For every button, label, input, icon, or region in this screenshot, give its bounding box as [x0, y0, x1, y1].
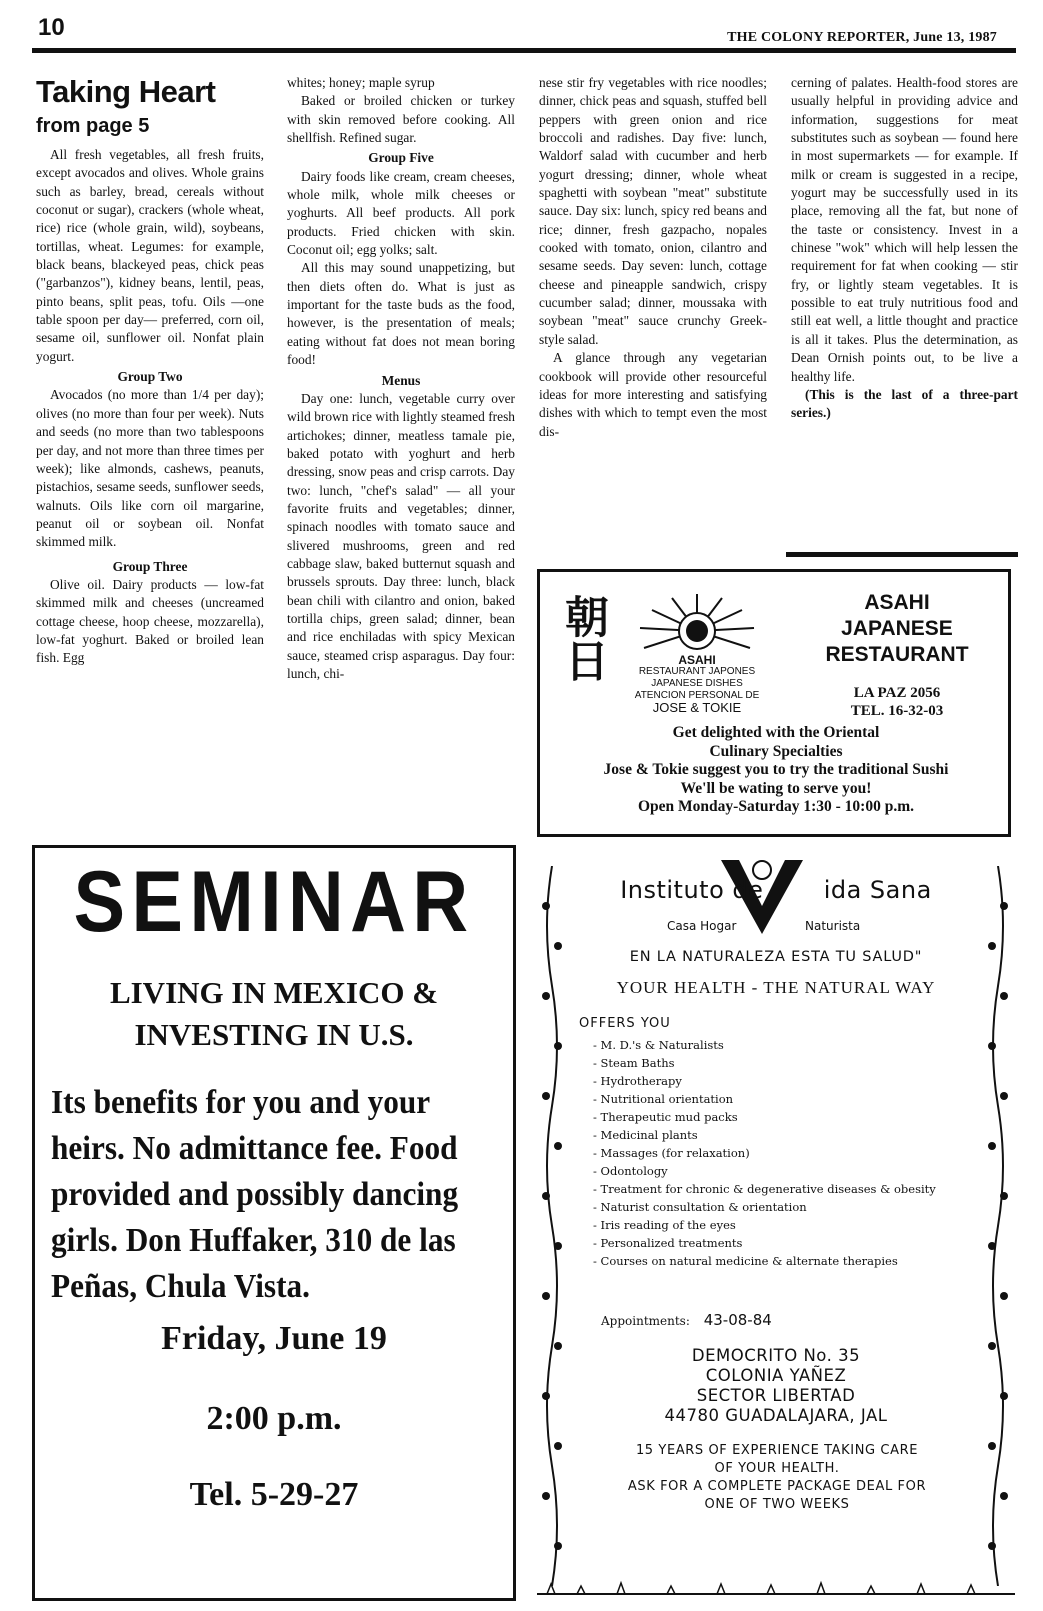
- article-column-2: [287, 74, 515, 844]
- list-item: - Courses on natural medicine & alternate therapies: [593, 1252, 953, 1270]
- article-end-note: (This is the last of a three-part series.): [791, 386, 1018, 421]
- list-item: - Naturist consultation & orientation: [593, 1198, 953, 1216]
- address-line: LA PAZ 2056: [853, 685, 941, 701]
- page-number: 10: [38, 14, 65, 41]
- offers-heading: OFFERS YOU: [579, 1016, 671, 1031]
- section-heading-group-five: Group Five: [368, 150, 434, 166]
- section-heading-menus: Menus: [381, 372, 421, 388]
- article-paragraph: A glance through any vegetarian cookbook will provide other resourceful ideas for more interesting and satisfying dishes with which to tempt even the most dis-: [539, 350, 767, 439]
- institute-name: [537, 876, 1015, 904]
- list-item: - Personalized treatments: [593, 1234, 953, 1252]
- subtitle-line: LIVING IN MEXICO &: [109, 975, 439, 1010]
- ad-copy-line: Jose & Tokie suggest you to try the traditional Sushi: [603, 761, 949, 778]
- article-column-4: [791, 74, 1018, 562]
- institute-subtitle-right: Naturista: [805, 919, 861, 933]
- logo-line: ATENCION PERSONAL DE: [634, 690, 760, 701]
- address-line: SECTOR LIBERTAD: [696, 1386, 856, 1405]
- seminar-title: SEMINAR: [73, 854, 475, 950]
- logo-line: JOSE & TOKIE: [652, 700, 742, 715]
- footer-line: ASK FOR A COMPLETE PACKAGE DEAL FOR: [627, 1479, 927, 1494]
- address-line: DEMOCRITO No. 35: [691, 1346, 861, 1365]
- article-paragraph: nese stir fry vegetables with rice noodles; dinner, chick peas and squash, stuffed bell peppers with green onion and rice broccoli and radishes. Day five: lunch, Waldorf salad with cucumber and herb yogurt dressing; dinner, whole wheat spaghetti with soybean "meat" substitute sauce. Day six: lunch, spicy red beans and rice; dinner, fresh gazpacho, nopales cooked with tomato, onion, cilantro and sesame seeds. Day seven: lunch, cottage cheese and pineapple sandwich, crispy cucumber salad; dinner, moussaka with soybean "meat" sauce crunchy Greek-style salad.: [539, 75, 767, 347]
- seminar-date: Friday, June 19: [161, 1320, 387, 1357]
- article-paragraph: cerning of palates. Health-food stores are usually helpful in providing advice and information, suggestions for meat substitutes such as soybean — found here in most supermarkets — for example. If milk or cream is suggested in a recipe, yogurt may be successfully used in its place, removing all the fat, but none of the taste or consistency. Invest in a chinese "wok" which will help lessen the requirement for fat when cooking — stir fry, or lightly steam vegetables. It is possible to eat truly nutritious food and still eat well, a little thought and practice is all it takes. Plus the determination, as Dean Ornish points out, to be live a healthy life.: [791, 75, 1018, 384]
- institute-name-right: ida Sana: [823, 876, 932, 904]
- institute-motto: EN LA NATURALEZA ESTA TU SALUD": [629, 949, 923, 965]
- address-line: 44780 GUADALAJARA, JAL: [664, 1406, 888, 1425]
- asahi-restaurant-ad: [537, 569, 1011, 837]
- article-kicker: from page 5: [36, 115, 150, 137]
- address-line: COLONIA YAÑEZ: [705, 1366, 847, 1385]
- article-paragraph: All fresh vegetables, all fresh fruits, except avocados and olives. Whole grains such as barley, bread, cereals without coconut or sugar), crackers (whole wheat, rice) rice (whole grain, wild), soybeans, tortillas, wheat. Legumes: for example, black beans, blackeyed peas, chick peas ("garbanzos"), kidney beans, lentil, peas, pinto beans, split peas, tofu. Oils —one table spoon per day— preferred, corn oil, sesame oil, sunflower oil. Nonfat plain yogurt.: [36, 147, 264, 364]
- article-paragraph: whites; honey; maple syrup: [287, 75, 435, 90]
- instituto-vida-sana-ad: [537, 856, 1015, 1601]
- article-paragraph: Baked or broiled chicken or turkey with skin removed before cooking. All shellfish. Refined sugar.: [287, 93, 515, 146]
- vine-border-right-icon: [983, 866, 1013, 1586]
- list-item: - Medicinal plants: [593, 1126, 953, 1144]
- top-rule: [32, 48, 1016, 53]
- seminar-body: Its benefits for you and your heirs. No admittance fee. Food provided and possibly dancing girls. Don Huffaker, 310 de las Peñas, Chula Vista.: [51, 1084, 459, 1305]
- institute-subtitle-left: Casa Hogar: [667, 919, 737, 933]
- article-column-1: [36, 74, 264, 844]
- institute-motto-english: YOUR HEALTH - THE NATURAL WAY: [616, 978, 936, 997]
- list-item: - Steam Baths: [593, 1054, 953, 1072]
- subtitle-line: INVESTING IN U.S.: [134, 1017, 414, 1052]
- list-item: - Odontology: [593, 1162, 953, 1180]
- article-paragraph: Olive oil. Dairy products — low-fat skimmed milk and cheeses (uncreamed cottage cheese, hoop cheese, mozzarella), low-fat yoghurt. Baked or broiled lean fish. Egg: [36, 576, 264, 666]
- appointments-phone: 43-08-84: [703, 1311, 772, 1329]
- article-paragraph: All this may sound unappetizing, but then diets often do. What is just as important for the taste buds as the food, however, is the presentation of meals; eating without fat does not mean boring food!: [287, 260, 515, 368]
- name-line: RESTAURANT: [825, 643, 969, 666]
- ad-copy-line: Culinary Specialties: [709, 742, 843, 760]
- logo-line: RESTAURANT JAPONES: [638, 666, 756, 677]
- seminar-time: 2:00 p.m.: [206, 1400, 342, 1437]
- list-item: - Hydrotherapy: [593, 1072, 953, 1090]
- seminar-phone: Tel. 5-29-27: [189, 1476, 359, 1513]
- article-paragraph: Avocados (no more than 1/4 per day); olives (no more than four per week). Nuts and seeds (no more than two tablespoons per day, and not more than three times per week); like almonds, cashews, peanuts, pistachios, sesame seeds, sunflower seeds, walnuts. Oils like corn oil margarine, peanut oil or soybean oil. Nonfat skimmed milk.: [36, 387, 264, 550]
- asahi-address: [792, 684, 1002, 720]
- appointments-label: Appointments:: [601, 1314, 690, 1328]
- seminar-subtitle: [65, 972, 483, 1056]
- article-paragraph: Day one: lunch, vegetable curry over wild brown rice with lightly steamed fresh artichokes; dinner, meatless tamale pie, baked potato with yoghurt and herb dressing, snow peas and crisp carrots. Day two: lunch, "chef's salad" — all your favorite fruits and vegetables; dinner, spinach noodles with tomato sauce and slivered mushrooms, green and red cabbage slaw, baked butternut squash and brussels sprouts. Day three: lunch, black bean chili with cilantro and onion, baked tortilla chips, green salad; dinner, bean and rice enchiladas with spicy Mexican sauce, steamed crisp asparagus. Day four: lunch, chi-: [287, 390, 515, 681]
- grass-border-bottom-icon: [537, 1578, 1015, 1598]
- logo-line: JAPANESE DISHES: [651, 678, 743, 689]
- asahi-logo-text: [622, 654, 772, 714]
- section-heading-group-two: Group Two: [117, 369, 183, 385]
- services-list: [593, 1036, 953, 1270]
- column-rule: [786, 552, 1018, 557]
- article-column-3: [539, 74, 767, 562]
- logo-line: ASAHI: [678, 653, 716, 667]
- asahi-kanji-logo: 朝日: [557, 594, 608, 682]
- article-title: Taking Heart: [36, 74, 216, 109]
- list-item: - M. D.'s & Naturalists: [593, 1036, 953, 1054]
- institute-address: [537, 1346, 1015, 1426]
- name-line: JAPANESE: [841, 617, 953, 640]
- list-item: - Massages (for relaxation): [593, 1144, 953, 1162]
- asahi-restaurant-name: [792, 590, 1002, 668]
- section-heading-group-three: Group Three: [112, 558, 188, 574]
- list-item: - Treatment for chronic & degenerative diseases & obesity: [593, 1180, 953, 1198]
- phone-line: TEL. 16-32-03: [850, 703, 944, 719]
- name-line: ASAHI: [864, 591, 930, 614]
- masthead: THE COLONY REPORTER, June 13, 1987: [727, 30, 997, 45]
- institute-name-left: Instituto de: [620, 876, 764, 904]
- asahi-ad-copy: [548, 724, 1004, 817]
- ad-copy-line: We'll be wating to serve you!: [680, 779, 872, 797]
- vine-border-left-icon: [537, 866, 567, 1586]
- article-paragraph: Dairy foods like cream, cream cheeses, whole milk, whole milk cheeses or yoghurts. All beef products. All pork products. Fried chicken with skin. Coconut oil; egg yolks; salt.: [287, 168, 515, 258]
- appointments: [601, 1311, 772, 1329]
- footer-line: ONE OF TWO WEEKS: [704, 1497, 850, 1512]
- list-item: - Nutritional orientation: [593, 1090, 953, 1108]
- list-item: - Iris reading of the eyes: [593, 1216, 953, 1234]
- footer-line: 15 YEARS OF EXPERIENCE TAKING CARE: [635, 1443, 919, 1458]
- footer-line: OF YOUR HEALTH.: [714, 1461, 840, 1476]
- institute-footer: [567, 1442, 987, 1514]
- list-item: - Therapeutic mud packs: [593, 1108, 953, 1126]
- ad-copy-line: Open Monday-Saturday 1:30 - 10:00 p.m.: [637, 798, 914, 815]
- ad-copy-line: Get delighted with the Oriental: [672, 724, 880, 741]
- seminar-ad: [32, 845, 516, 1601]
